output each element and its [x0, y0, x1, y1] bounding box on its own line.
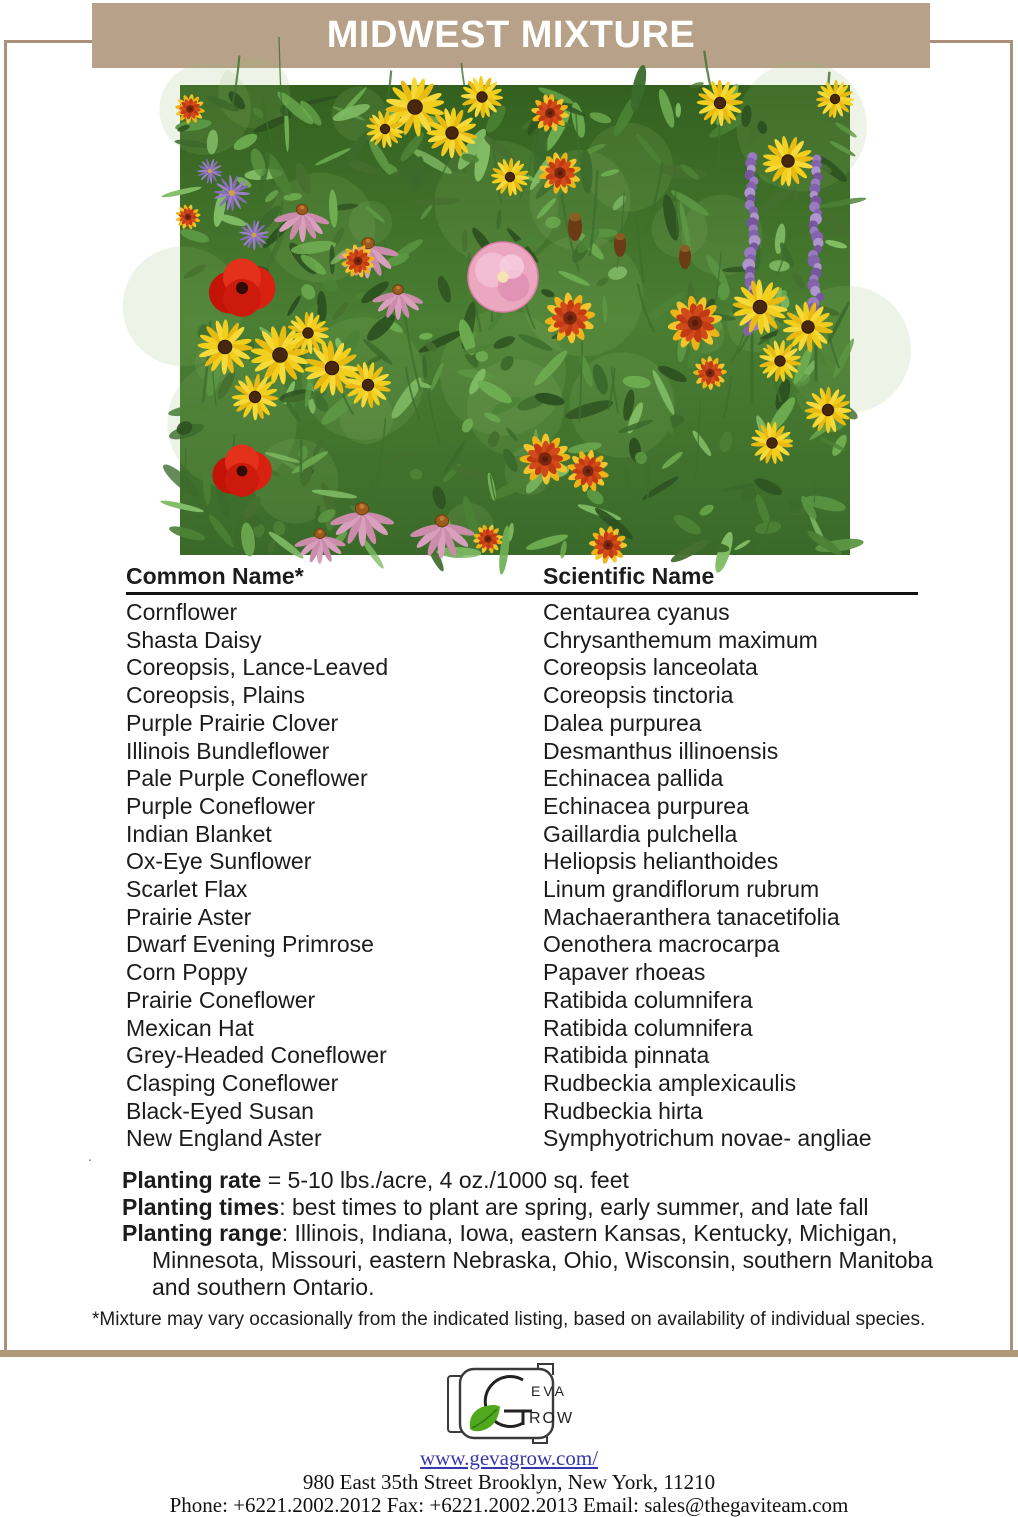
common-name-cell: Pale Purple Coneflower: [126, 765, 368, 792]
wildflower-photo: [180, 85, 850, 555]
planting-item-label: Planting rate: [122, 1167, 262, 1193]
scientific-name-cell: Linum grandiflorum rubrum: [543, 876, 820, 903]
mixture-footnote: *Mixture may vary occasionally from the indicated listing, based on availability of individual species.: [92, 1309, 926, 1330]
column-common-name: Common Name*: [126, 563, 304, 589]
table-row: [126, 1098, 918, 1126]
table-row: [126, 738, 918, 766]
species-table-header: [126, 563, 918, 595]
scientific-name-cell: Oenothera macrocarpa: [543, 931, 780, 958]
logo-text-row: ROW: [529, 1410, 575, 1427]
scientific-name-cell: Machaeranthera tanacetifolia: [543, 903, 840, 930]
scientific-name-cell: Echinacea purpurea: [543, 792, 749, 819]
common-name-cell: Illinois Bundleflower: [126, 737, 330, 764]
common-name-cell: Prairie Aster: [126, 903, 252, 930]
scientific-name-cell: Rudbeckia amplexicaulis: [543, 1069, 797, 1096]
table-row: [126, 987, 918, 1015]
table-row: [126, 959, 918, 987]
planting-item-text: : Illinois, Indiana, Iowa, eastern Kansas, Kentucky, Michigan, Minnesota, Missouri, eastern Nebraska, Ohio, Wisconsin, southern Manitoba and southern Ontario.: [152, 1220, 934, 1300]
common-name-cell: Scarlet Flax: [126, 876, 248, 903]
common-name-cell: Indian Blanket: [126, 820, 272, 847]
scientific-name-cell: Echinacea pallida: [543, 765, 724, 792]
footer-address: 980 East 35th Street Brooklyn, New York, 11210: [302, 1470, 716, 1494]
scientific-name-cell: Papaver rhoeas: [543, 959, 706, 986]
table-row: [126, 710, 918, 738]
page-frame-bottom: [0, 1350, 1018, 1357]
scientific-name-cell: Ratibida columnifera: [543, 1014, 753, 1041]
planting-item-label: Planting times: [122, 1193, 280, 1220]
meadow-illustration: [180, 85, 850, 555]
scientific-name-cell: Chrysanthemum maximum: [543, 626, 818, 653]
common-name-cell: New England Aster: [126, 1125, 322, 1152]
planting-item-label: Planting range: [122, 1220, 282, 1247]
planting-item-text: : best times to plant are spring, early summer, and late fall: [279, 1193, 869, 1220]
common-name-cell: Prairie Coneflower: [126, 986, 316, 1013]
common-name-cell: Dwarf Evening Primrose: [126, 931, 374, 958]
footer: [0, 1360, 1018, 1515]
scientific-name-cell: Gaillardia pulchella: [543, 820, 738, 847]
common-name-cell: Grey-Headed Coneflower: [126, 1042, 387, 1069]
species-table-body: [126, 595, 918, 1153]
table-row: [126, 848, 918, 876]
scientific-name-cell: Coreopsis tinctoria: [543, 682, 734, 709]
table-row: [126, 793, 918, 821]
scientific-name-cell: Desmanthus illinoensis: [543, 737, 779, 764]
planting-item: [122, 1194, 934, 1221]
table-row: [126, 599, 918, 627]
common-name-cell: Mexican Hat: [126, 1014, 254, 1041]
scientific-name-cell: Coreopsis lanceolata: [543, 654, 758, 681]
common-name-cell: Coreopsis, Plains: [126, 682, 305, 709]
page-title: MIDWEST MIXTURE: [326, 14, 696, 56]
table-row: [126, 1125, 918, 1153]
planting-item: [122, 1167, 934, 1194]
common-name-cell: Corn Poppy: [126, 959, 248, 986]
column-scientific-name: Scientific Name: [543, 563, 715, 589]
scientific-name-cell: Ratibida pinnata: [543, 1042, 710, 1069]
table-row: [126, 682, 918, 710]
scientific-name-cell: Heliopsis helianthoides: [543, 848, 779, 875]
planting-item: [122, 1220, 934, 1300]
common-name-cell: Coreopsis, Lance-Leaved: [126, 654, 389, 681]
geva-grow-logo: [434, 1363, 584, 1445]
table-row: [126, 765, 918, 793]
common-name-cell: Shasta Daisy: [126, 626, 262, 653]
table-row: [126, 1070, 918, 1098]
table-row: [126, 904, 918, 932]
table-row: [126, 1042, 918, 1070]
common-name-cell: Clasping Coneflower: [126, 1069, 339, 1096]
scientific-name-cell: Dalea purpurea: [543, 709, 702, 736]
planting-item-text: = 5-10 lbs./acre, 4 oz./1000 sq. feet: [261, 1167, 629, 1193]
common-name-cell: Black-Eyed Susan: [126, 1097, 314, 1124]
common-name-cell: Cornflower: [126, 599, 238, 625]
stray-dot: .: [88, 1148, 92, 1164]
planting-info: [122, 1167, 934, 1301]
table-row: [126, 654, 918, 682]
common-name-cell: Ox-Eye Sunflower: [126, 848, 312, 875]
table-row: [126, 821, 918, 849]
website-link[interactable]: www.gevagrow.com/: [419, 1446, 599, 1470]
scientific-name-cell: Rudbeckia hirta: [543, 1097, 703, 1124]
common-name-cell: Purple Prairie Clover: [126, 709, 339, 736]
table-row: [126, 627, 918, 655]
table-row: [126, 1015, 918, 1043]
common-name-cell: Purple Coneflower: [126, 792, 316, 819]
logo-text-eva: EVA: [531, 1383, 567, 1399]
footer-contact: Phone: +6221.2002.2012 Fax: +6221.2002.2013 Email: sales@thegaviteam.com: [169, 1493, 849, 1517]
table-row: [126, 931, 918, 959]
species-table: [126, 563, 918, 1153]
scientific-name-cell: Symphyotrichum novae- angliae: [543, 1125, 872, 1152]
scientific-name-cell: Ratibida columnifera: [543, 986, 753, 1013]
scientific-name-cell: Centaurea cyanus: [543, 599, 730, 625]
header-band: [92, 3, 930, 68]
table-row: [126, 876, 918, 904]
